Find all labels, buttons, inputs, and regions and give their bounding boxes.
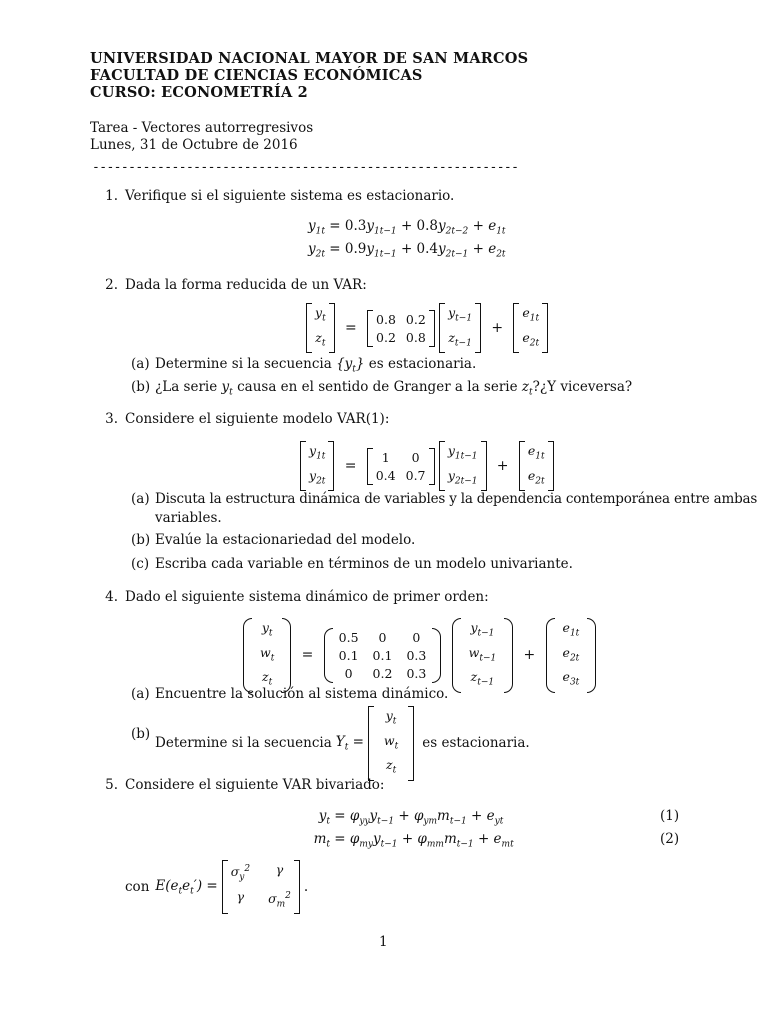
faculty-name: FACULTAD DE CIENCIAS ECONÓMICAS <box>90 67 423 84</box>
q3-c-text: Escriba cada variable en términos de un modelo univariante. <box>155 556 573 572</box>
q1-text: Verifique si el siguiente sistema es estacionario. <box>125 188 455 204</box>
q5-number: 5. <box>105 777 118 793</box>
task-date: Lunes, 31 de Octubre de 2016 <box>90 137 298 153</box>
q4-b-text-1: Determine si la secuencia <box>155 735 332 752</box>
q3-a-label: (a) <box>131 491 150 507</box>
q2-coef-21: 0.2 <box>376 329 396 345</box>
q4-coef-32: 0.2 <box>372 665 393 681</box>
q3-coef-22: 0.7 <box>405 467 426 483</box>
page-number: 1 <box>379 934 388 950</box>
q4-b-label: (b) <box>131 726 151 742</box>
q3-var-equation: $y_{1t}$ $y_{2t}$ = 1 0 0.4 0.7 $y_{1t-1}$ $y_{2t-1}$ + $e_{1t}$ $e_{2t}$ <box>300 441 554 491</box>
q4-b-item: Determine si la secuencia $Y_t$ = $y_t$ $w_t$ $z_t$ es estacionaria. <box>155 706 530 781</box>
q5-eq1-number: (1) <box>660 808 680 824</box>
q2-coef-12: 0.2 <box>405 311 426 327</box>
q5-text: Considere el siguiente VAR bivariado: <box>125 777 385 793</box>
separator: ----------------------------------------------------------- <box>92 160 519 175</box>
q2-a-item: Determine si la secuencia $\{y_t\}$ es estacionaria. <box>155 356 477 375</box>
q4-a-text: Encuentre la solución al sistema dinámico. <box>155 686 449 702</box>
q2-b-text-2: causa en el sentido de Granger a la serie <box>237 379 518 395</box>
q4-b-text-2: es estacionaria. <box>422 735 530 752</box>
q3-b-text: Evalúe la estacionariedad del modelo. <box>155 532 416 548</box>
q2-var-equation: $y_t$ $z_t$ = 0.8 0.2 0.2 0.8 $y_{t-1}$ $z_{t-1}$ + $e_{1t}$ $e_{2t}$ <box>306 303 548 353</box>
q2-coef-11: 0.8 <box>376 311 396 327</box>
q5-equation-1: $y_t = \varphi_{yy}y_{t-1} + \varphi_{ym}m_{t-1} + e_{yt}$ <box>318 808 504 827</box>
q4-text: Dado el siguiente sistema dinámico de primer orden: <box>125 589 489 605</box>
q2-b-text-1: ¿La serie <box>155 379 218 395</box>
q2-a-label: (a) <box>131 356 150 372</box>
q1-number: 1. <box>105 188 118 204</box>
q3-a-text: Discuta la estructura dinámica de variables y la dependencia contemporánea entre ambas <box>155 491 758 507</box>
q2-b-item: ¿La serie $y_t$ causa en el sentido de Granger a la serie $z_t?¿Y$ viceversa? <box>155 379 633 398</box>
q4-coef-33: 0.3 <box>406 665 427 681</box>
q5-eq2-number: (2) <box>660 831 680 847</box>
q1-equation-1: $y_{1t} = 0.3y_{1t-1} + 0.8y_{2t-2} + e_{1t}$ <box>308 218 506 237</box>
course-name: CURSO: ECONOMETRÍA 2 <box>90 84 308 101</box>
q3-b-label: (b) <box>131 532 151 548</box>
q2-text: Dada la forma reducida de un VAR: <box>125 277 367 293</box>
q4-number: 4. <box>105 589 118 605</box>
q5-covariance: con $E(e_te_t')$ = $\sigma_y^2$ γ γ $\sigma_m^2$ . <box>125 860 308 914</box>
q2-number: 2. <box>105 277 118 293</box>
q4-coef-13: 0 <box>412 629 421 645</box>
q2-a-text-1: Determine si la secuencia <box>155 356 332 372</box>
q5-con-text: con <box>125 879 150 896</box>
q3-coef-12: 0 <box>411 449 420 465</box>
q4-coef-22: 0.1 <box>372 647 393 663</box>
q2-b-text-3: ?¿Y viceversa? <box>532 379 633 395</box>
q4-coef-31: 0 <box>344 665 353 681</box>
q5-equation-2: $m_t = \varphi_{my}y_{t-1} + \varphi_{mm}m_{t-1} + e_{mt}$ <box>313 831 514 850</box>
q1-equation-2: $y_{2t} = 0.9y_{1t-1} + 0.4y_{2t-1} + e_{2t}$ <box>308 241 506 260</box>
q2-a-text-2: es estacionaria. <box>368 356 477 372</box>
q3-number: 3. <box>105 411 118 427</box>
q3-coef-21: 0.4 <box>375 467 396 483</box>
q4-coef-12: 0 <box>378 629 387 645</box>
q3-text: Considere el siguiente modelo VAR(1): <box>125 411 390 427</box>
q2-b-label: (b) <box>131 379 151 395</box>
q2-coef-22: 0.8 <box>405 329 426 345</box>
task-title: Tarea - Vectores autorregresivos <box>90 120 314 136</box>
q3-c-label: (c) <box>131 556 150 572</box>
q3-a-text-cont: variables. <box>155 510 222 526</box>
q4-coef-11: 0.5 <box>338 629 359 645</box>
q3-coef-11: 1 <box>381 449 390 465</box>
q4-coef-23: 0.3 <box>406 647 427 663</box>
q4-system-equation: $y_t$ $w_t$ $z_t$ = 0.5 0 0 0.1 0.1 0.3 0 0.2 0.3 $y_{t-1}$ $w_{t-1}$ $z_{t-1}$ + $e_{1t}$ $e_{2t}$ $e_{3t}$ <box>243 618 596 693</box>
q4-a-label: (a) <box>131 686 150 702</box>
university-name: UNIVERSIDAD NACIONAL MAYOR DE SAN MARCOS <box>90 50 529 67</box>
q4-coef-21: 0.1 <box>338 647 359 663</box>
